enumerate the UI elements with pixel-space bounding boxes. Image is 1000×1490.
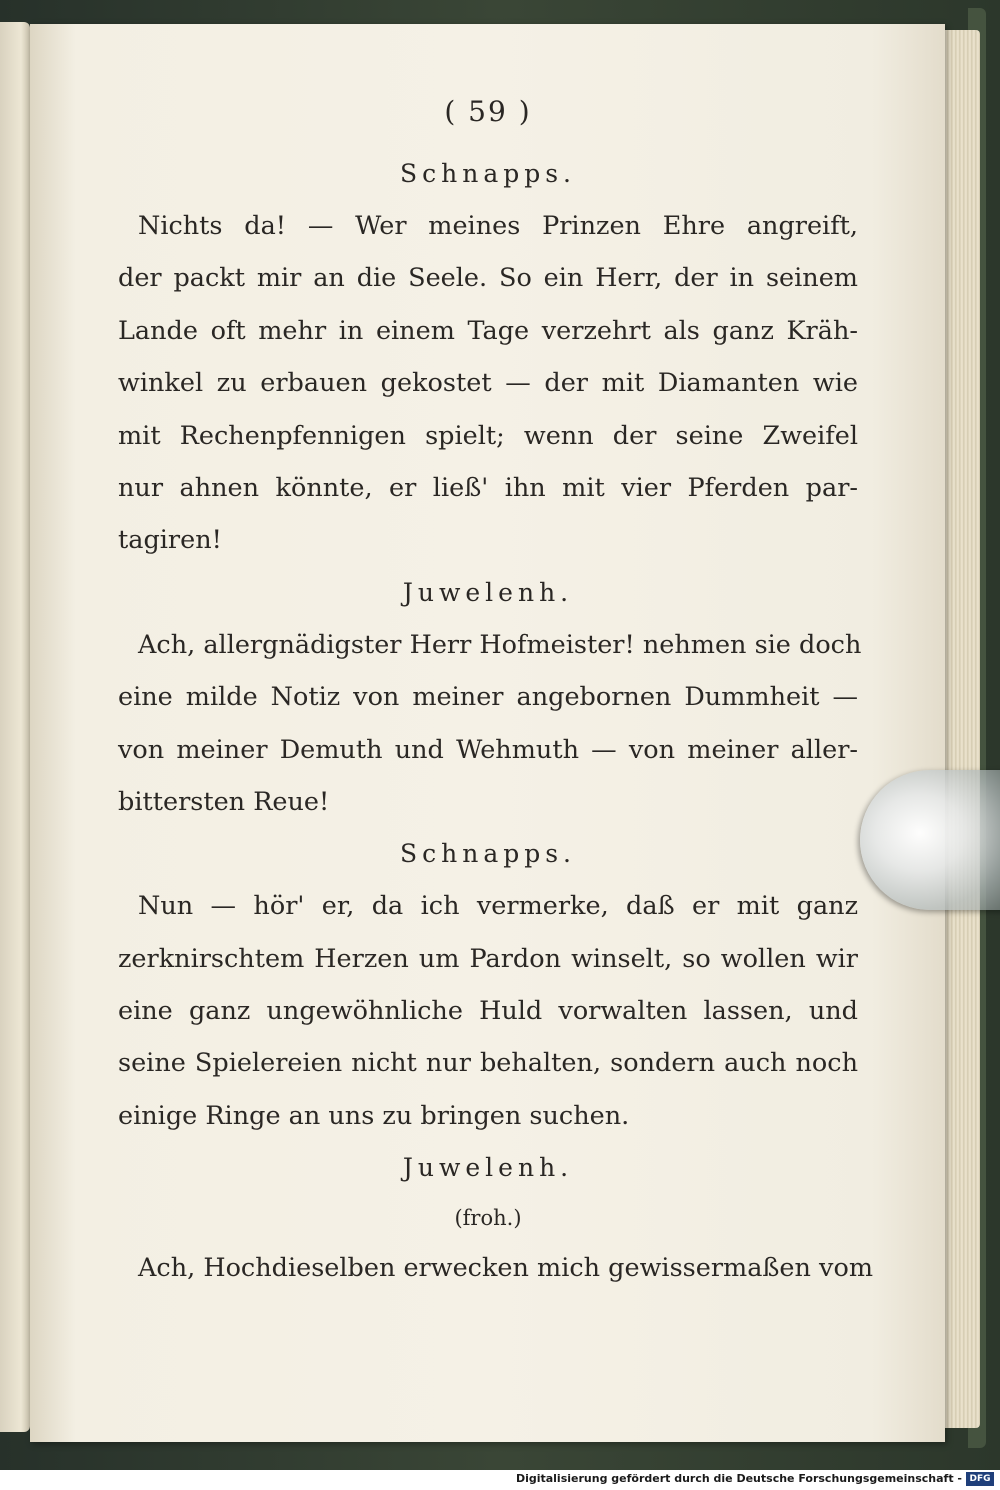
text-line: Ach, Hochdieselben erwecken mich gewissermaßen vom xyxy=(138,1253,873,1284)
text-line: tagiren! xyxy=(118,525,222,556)
text-line: Nun — hör' er, da ich vermerke, daß er mit ganz xyxy=(138,891,858,922)
page-clip xyxy=(860,770,1000,910)
text-line: Nichts da! — Wer meines Prinzen Ehre angreift, xyxy=(138,211,858,241)
dfg-logo: DFG xyxy=(966,1472,994,1486)
text-line: zerknirschtem Herzen um Pardon winselt, so wollen wir xyxy=(118,943,858,974)
text-line: mit Rechenpfennigen spielt; wenn der seine Zweifel xyxy=(118,420,858,451)
text-line: eine ganz ungewöhnliche Huld vorwalten lassen, und xyxy=(118,996,858,1027)
text-line: winkel zu erbauen gekostet — der mit Diamanten wie xyxy=(118,368,858,399)
speaker-name: Juwelenh. xyxy=(402,1153,574,1183)
text-line: der packt mir an die Seele. So ein Herr, der in seinem xyxy=(118,263,858,294)
text-line: nur ahnen könnte, er ließ' ihn mit vier Pferden par- xyxy=(118,472,858,503)
text-line: Ach, allergnädigster Herr Hofmeister! nehmen sie doch xyxy=(138,629,862,660)
footer-bar xyxy=(0,1470,1000,1490)
text-line: von meiner Demuth und Wehmuth — von meiner aller- xyxy=(118,734,858,765)
text-line: seine Spielereien nicht nur behalten, sondern auch noch xyxy=(118,1048,858,1079)
text-line: bittersten Reue! xyxy=(118,786,330,817)
text-line: eine milde Notiz von meiner angebornen Dummheit — xyxy=(118,682,858,713)
page-text xyxy=(118,90,873,1295)
speaker-name: Juwelenh. xyxy=(402,577,574,607)
stage-direction: (froh.) xyxy=(454,1206,522,1231)
page-number: ( 59 ) xyxy=(444,95,532,128)
left-page-edge xyxy=(0,22,30,1432)
speaker-name: Schnapps. xyxy=(399,159,577,188)
speaker-name: Schnapps. xyxy=(399,839,577,869)
page-body xyxy=(118,148,873,1295)
text-line: Lande oft mehr in einem Tage verzehrt als ganz Kräh- xyxy=(118,315,858,346)
funding-credit: Digitalisierung gefördert durch die Deutsche Forschungsgemeinschaft - xyxy=(515,1472,962,1485)
text-line: einige Ringe an uns zu bringen suchen. xyxy=(118,1100,630,1131)
